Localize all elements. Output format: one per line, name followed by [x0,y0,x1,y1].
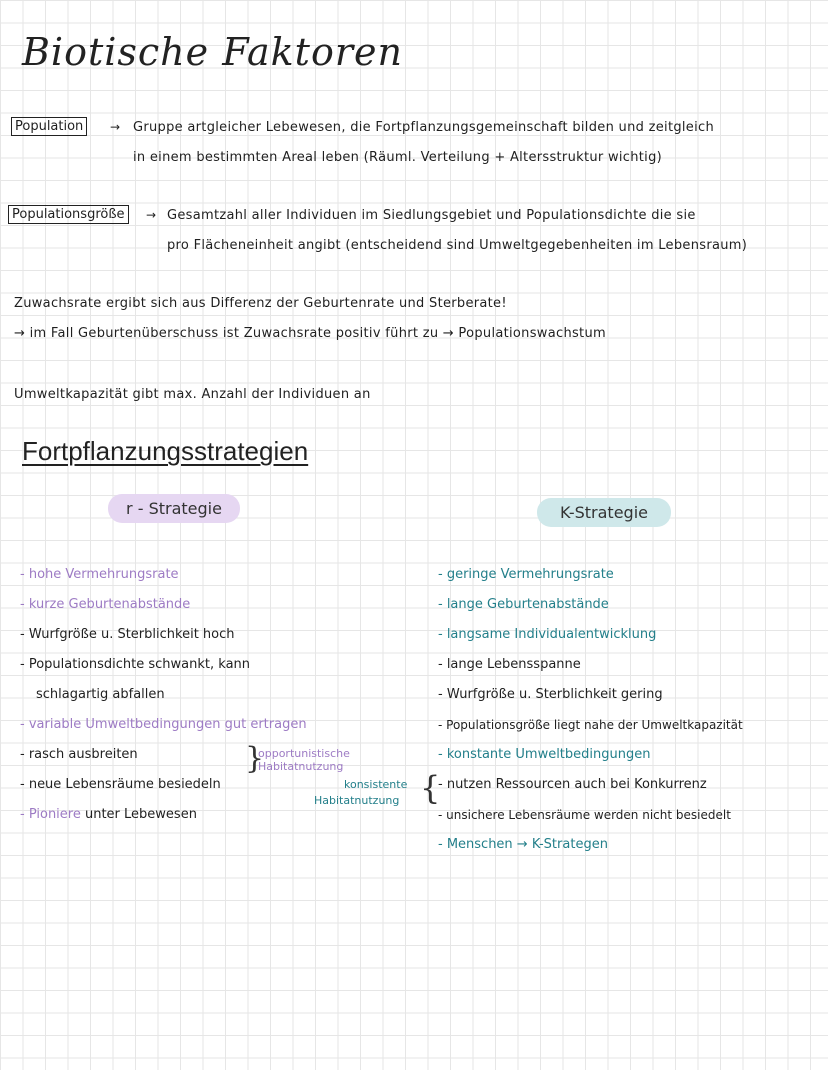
r-strategy-note-line1: opportunistische [258,747,350,760]
list-item: - kurze Geburtenabstände [20,597,191,612]
k-strategy-list [438,560,743,860]
section-heading: Fortpflanzungsstrategien [22,436,309,466]
list-item: - langsame Individualentwicklung [438,627,657,642]
list-item: - geringe Vermehrungsrate [438,567,614,582]
term-population: Population [11,117,87,136]
zuwachsrate-line2: → im Fall Geburtenüberschuss ist Zuwachsrate positiv führt zu → Populationswachstum [14,326,606,341]
list-item: schlagartig abfallen [36,687,165,702]
populationsgroesse-definition-line2: pro Flächeneinheit angibt (entscheidend sind Umweltgegebenheiten im Lebensraum) [167,238,748,253]
list-item: - nutzen Ressourcen auch bei Konkurrenz [438,777,707,792]
list-item: - lange Lebensspanne [438,657,581,672]
r-strategy-list [20,560,307,830]
r-strategy-label: r - Strategie [108,494,240,523]
list-item: - Wurfgröße u. Sterblichkeit gering [438,687,663,702]
umweltkapazitaet-note: Umweltkapazität gibt max. Anzahl der Individuen an [14,387,371,402]
brace-icon: { [420,769,441,807]
arrow-icon: → [110,120,121,134]
brace-icon: } [245,741,265,776]
list-item: - Menschen → K-Strategen [438,837,608,852]
list-item: - konstante Umweltbedingungen [438,747,651,762]
k-strategy-note-line2: Habitatnutzung [314,794,400,807]
population-definition-line2: in einem bestimmten Areal leben (Räuml. Verteilung + Altersstruktur wichtig) [133,150,663,165]
list-item: - lange Geburtenabstände [438,597,609,612]
list-item: - Pioniere unter Lebewesen [20,807,197,822]
populationsgroesse-definition-line1: Gesamtzahl aller Individuen im Siedlungsgebiet und Populationsdichte die sie [167,208,696,223]
population-definition-line1: Gruppe artgleicher Lebewesen, die Fortpflanzungsgemeinschaft bilden und zeitgleich [133,120,714,135]
list-item: - neue Lebensräume besiedeln [20,777,221,792]
list-item: - Populationsgröße liegt nahe der Umweltkapazität [438,718,743,732]
arrow-icon: → [146,208,157,222]
list-item: - rasch ausbreiten [20,747,138,762]
list-item: - unsichere Lebensräume werden nicht besiedelt [438,808,731,822]
k-strategy-note-line1: konsistente [344,778,408,791]
list-item: - variable Umweltbedingungen gut ertragen [20,717,307,732]
k-strategy-label: K-Strategie [537,498,671,527]
list-item: - hohe Vermehrungsrate [20,567,179,582]
term-populationsgroesse: Populationsgröße [8,205,129,224]
list-item: - Populationsdichte schwankt, kann [20,657,251,672]
r-strategy-note-line2: Habitatnutzung [258,760,344,773]
zuwachsrate-line1: Zuwachsrate ergibt sich aus Differenz der Geburtenrate und Sterberate! [14,296,507,311]
page-title: Biotische Faktoren [22,30,403,74]
list-item: - Wurfgröße u. Sterblichkeit hoch [20,627,235,642]
